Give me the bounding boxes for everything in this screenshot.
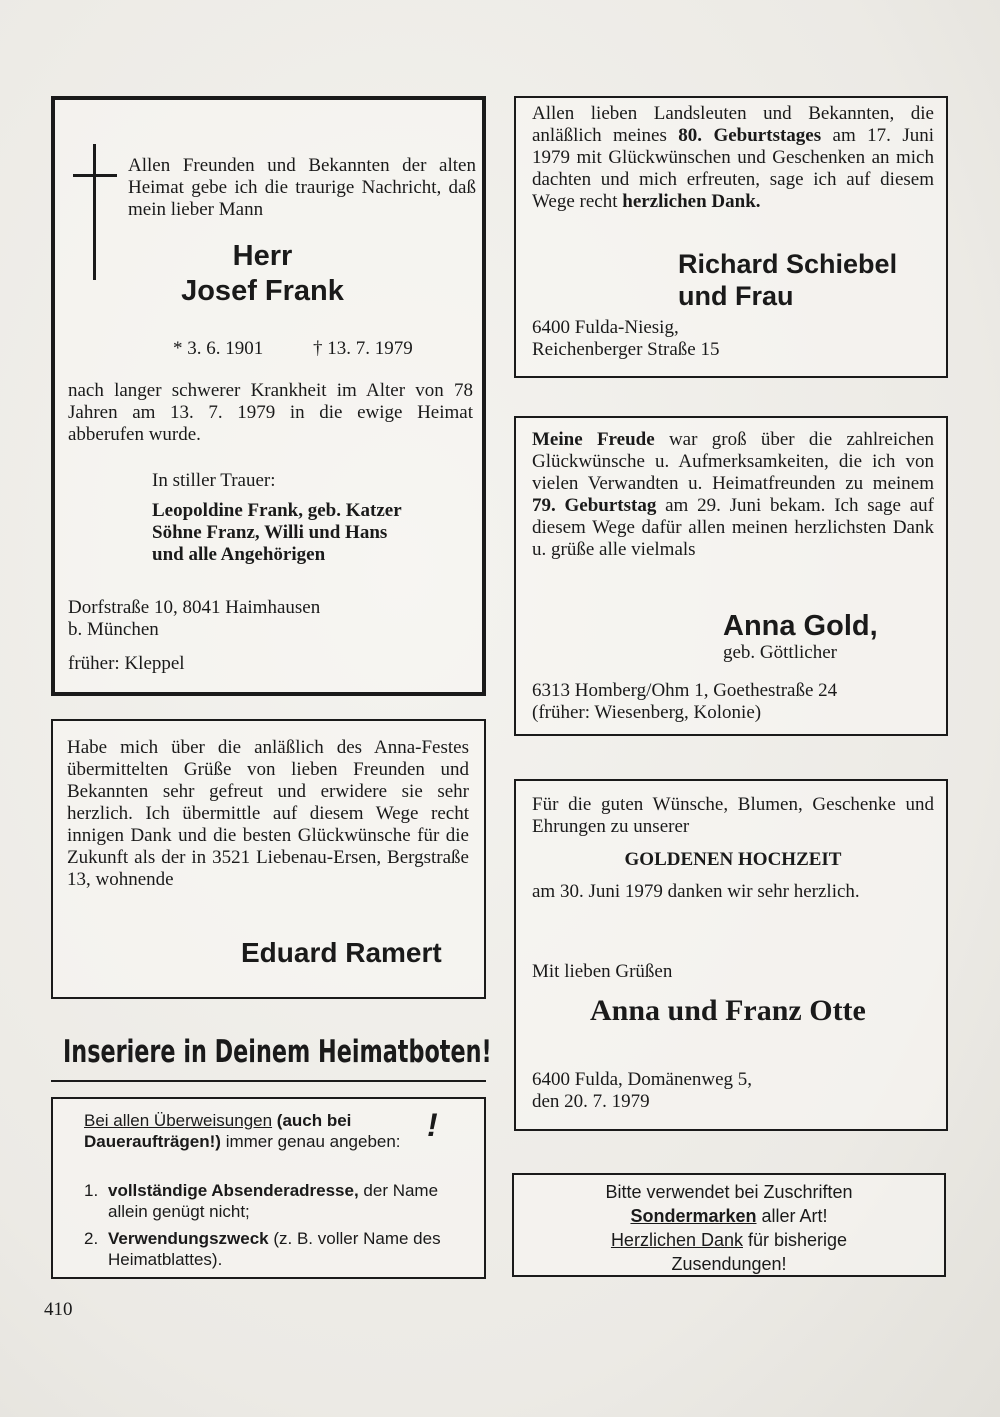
birthday-80-notice	[514, 96, 948, 378]
obituary-body: nach langer schwerer Krankheit im Alter von 78 Jahren am 13. 7. 1979 in die ewige Heimat abberufen wurde.	[68, 380, 473, 445]
address-line: Dorfstraße 10, 8041 Haimhausen	[68, 597, 321, 618]
annafest-notice	[51, 719, 486, 999]
transfer-notice	[51, 1097, 486, 1279]
address-line: Reichenberger Straße 15	[532, 339, 720, 360]
annafest-text: Habe mich über die anläßlich des Anna-Festes übermittelten Grüße von lieben Freunden und Bekannten sehr gefreut und erwidere sie sehr herzlich. Ich übermittle auf diesem Wege recht innigen Dank und die besten Glückwünsche für die Zukunft als der in 3521 Liebenau-Ersen, Bergstraße 13, wohnende	[67, 737, 469, 890]
birthday-80-name	[678, 248, 897, 312]
mourning-label: In stiller Trauer:	[152, 470, 276, 491]
text-run: am 17. Juni 1979 mit Glückwünschen und Geschenken an mich dachten und mich erfreuten, sage ich auf diesem Wege recht	[532, 125, 935, 212]
text-line	[514, 1228, 944, 1252]
text-run: für bisherige	[743, 1230, 848, 1250]
birthday-79-address	[532, 680, 837, 724]
mourner-line: und alle Angehörigen	[152, 544, 326, 565]
obituary-title: Herr	[232, 240, 293, 272]
text-bold: vollständige Absenderadresse,	[108, 1181, 359, 1200]
birth-date: * 3. 6. 1901	[173, 338, 264, 359]
text-run: war groß über die zahlreichen Glückwünsche u. Aufmerksamkeiten, die ich von vielen Verwandten u. Heimatfreunden zu meinem	[532, 429, 934, 494]
obituary-address	[68, 597, 320, 641]
slogan: Inseriere in Deinem Heimatboten!	[63, 1034, 492, 1070]
golden-wedding-notice	[514, 779, 948, 1131]
exclamation-mark: !	[427, 1107, 438, 1143]
text-run: aller Art!	[756, 1206, 828, 1226]
text-bold: 79. Geburtstag	[532, 495, 657, 516]
address-line: 6400 Fulda-Niesig,	[532, 317, 679, 338]
transfer-item-2	[84, 1228, 454, 1270]
text-run: Allen lieben Landsleuten und Bekannten, die anläßlich meines	[532, 103, 934, 146]
text-bold-underlined: Sondermarken	[630, 1206, 757, 1226]
address-line: den 20. 7. 1979	[532, 1091, 650, 1112]
text-run: am 29. Juni bekam. Ich sage auf diesem Wege dafür allen meinen herzlichsten Dank u. grüße alle vielmals	[532, 495, 934, 560]
obituary-former: früher: Kleppel	[68, 653, 185, 674]
mourners-list	[152, 500, 402, 566]
birthday-80-address	[532, 317, 719, 361]
golden-wedding-address	[532, 1069, 752, 1113]
page-number: 410	[44, 1299, 73, 1320]
golden-wedding-greeting: Mit lieben Grüßen	[532, 961, 673, 982]
slogan-rule	[51, 1080, 486, 1082]
deceased-name: Josef Frank	[181, 275, 344, 307]
list-number: 2.	[84, 1229, 99, 1248]
address-line: b. München	[68, 619, 159, 640]
birthday-79-name: Anna Gold,	[723, 610, 878, 642]
text-underlined: Bei allen Überweisungen	[84, 1111, 273, 1130]
death-date: † 13. 7. 1979	[313, 338, 413, 359]
list-number: 1.	[84, 1181, 99, 1200]
address-line: 6400 Fulda, Domänenweg 5,	[532, 1069, 753, 1090]
stamps-text	[514, 1180, 944, 1276]
obituary-intro: Allen Freunden und Bekannten der alten Heimat gebe ich die traurige Nachricht, daß mein lieber Mann	[128, 155, 476, 220]
golden-wedding-heading: GOLDENEN HOCHZEIT	[624, 849, 842, 870]
text-run: der Name allein genügt nicht;	[108, 1181, 439, 1221]
birthday-80-text	[532, 103, 934, 213]
text-bold: (auch bei Daueraufträgen!)	[84, 1111, 352, 1151]
transfer-item-1	[84, 1180, 454, 1222]
text-run: immer genau angeben:	[220, 1132, 401, 1151]
text-underlined: Herzlichen Dank	[610, 1230, 743, 1250]
text-line: Bitte verwendet bei Zuschriften	[605, 1182, 853, 1202]
golden-wedding-date: am 30. Juni 1979 danken wir sehr herzlich.	[532, 881, 860, 902]
golden-wedding-text: Für die guten Wünsche, Blumen, Geschenke und Ehrungen zu unserer	[532, 794, 934, 837]
obituary-notice	[51, 96, 486, 696]
text-line: Zusendungen!	[671, 1254, 787, 1274]
transfer-intro	[84, 1110, 404, 1152]
address-line: (früher: Wiesenberg, Kolonie)	[532, 702, 762, 723]
name-line: Richard Schiebel	[678, 249, 898, 279]
text-bold: Meine Freude	[532, 429, 655, 450]
mourner-line: Söhne Franz, Willi und Hans	[152, 522, 388, 543]
text-bold: 80. Geburtstages	[678, 125, 822, 146]
birthday-79-maiden: geb. Göttlicher	[723, 642, 837, 663]
birthday-79-text	[532, 429, 934, 561]
mourner-line: Leopoldine Frank, geb. Katzer	[152, 500, 402, 521]
address-line: 6313 Homberg/Ohm 1, Goethestraße 24	[532, 680, 838, 701]
text-run: (z. B. voller Name des Heimatblattes).	[108, 1229, 441, 1269]
annafest-name: Eduard Ramert	[241, 937, 442, 968]
stamps-notice	[512, 1173, 946, 1277]
text-line	[514, 1204, 944, 1228]
text-bold: Verwendungszweck	[108, 1229, 269, 1248]
birthday-79-notice	[514, 416, 948, 736]
name-line: und Frau	[678, 281, 794, 311]
text-bold: herzlichen Dank.	[622, 191, 761, 212]
golden-wedding-name: Anna und Franz Otte	[590, 994, 866, 1027]
